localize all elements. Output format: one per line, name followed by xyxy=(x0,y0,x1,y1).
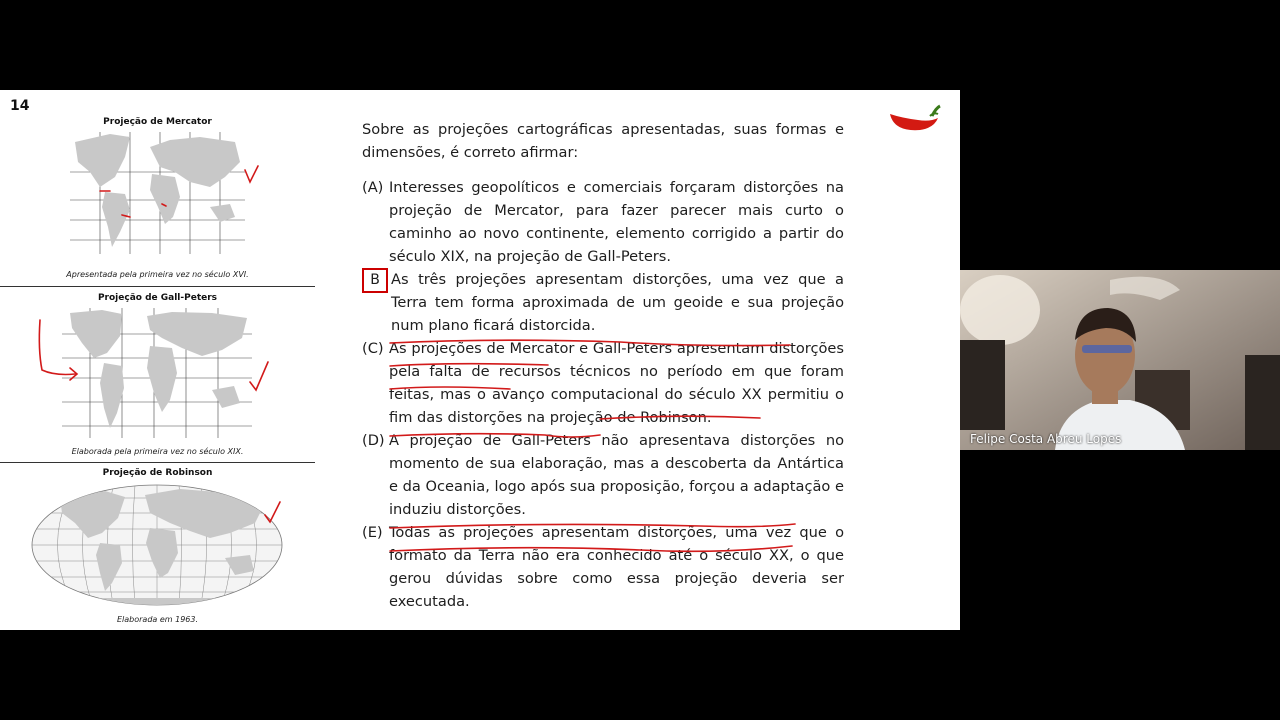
question-prompt: Sobre as projeções cartográficas apresentadas, suas formas e dimensões, é correto afirmar: xyxy=(362,121,844,161)
webcam-video xyxy=(960,270,1280,450)
map-caption-gall-peters: Elaborada pela primeira vez no século XIX. xyxy=(71,447,244,456)
participant-name: Felipe Costa Abreu Lopes xyxy=(970,432,1122,446)
option-label: (C) xyxy=(362,340,384,357)
option-text: A projeção de Gall-Peters não apresentava distorções no momento de sua elaboração, mas a descoberta da Antártica e da Oceania, logo após sua proposição, forçou a adaptação e induziu distorções. xyxy=(389,432,844,518)
map-caption-robinson: Elaborada em 1963. xyxy=(116,615,199,624)
option-e[interactable] xyxy=(362,521,844,613)
pepper-logo xyxy=(884,96,944,136)
option-text: Todas as projeções apresentam distorções, uma vez que o formato da Terra não era conhecido até o século XX, o que gerou dúvidas sobre como essa projeção deveria ser executada. xyxy=(389,524,844,610)
map-title-mercator: Projeção de Mercator xyxy=(103,117,212,127)
map-title-gall-peters: Projeção de Gall-Peters xyxy=(97,293,218,303)
option-label: (D) xyxy=(362,432,385,449)
question-number: 14 xyxy=(10,98,30,114)
map-title-robinson: Projeção de Robinson xyxy=(102,468,213,478)
divider xyxy=(0,286,315,287)
divider xyxy=(0,462,315,463)
answer-box: B xyxy=(362,268,388,293)
option-c[interactable] xyxy=(362,337,844,429)
robinson-map xyxy=(30,483,285,608)
webcam-tile[interactable] xyxy=(960,270,1280,450)
option-label: (E) xyxy=(362,524,383,541)
option-d[interactable] xyxy=(362,429,844,521)
option-a[interactable] xyxy=(362,176,844,268)
option-text: As três projeções apresentam distorções, uma vez que a Terra tem forma aproximada de um geoide e sua projeção num plano ficará distorcida. xyxy=(391,271,844,334)
option-text: As projeções de Mercator e Gall-Peters apresentam distorções pela falta de recursos técnicos no período em que foram feitas, mas o avanço computacional do século XX permitiu o fim das distorções na projeção de Robinson. xyxy=(389,340,844,426)
mercator-map xyxy=(70,132,245,254)
presentation-slide xyxy=(0,90,960,630)
option-label: (A) xyxy=(362,179,384,196)
map-caption-mercator: Apresentada pela primeira vez no século XVI. xyxy=(66,270,249,279)
option-b[interactable] xyxy=(362,268,844,337)
option-text: Interesses geopolíticos e comerciais forçaram distorções na projeção de Mercator, para fazer parecer mais curto o caminho ao novo continente, elemento corrigido a partir do século XIX, na projeção de Gall-Peters. xyxy=(389,179,844,265)
question-body xyxy=(362,118,844,613)
gall-peters-map xyxy=(62,308,252,438)
